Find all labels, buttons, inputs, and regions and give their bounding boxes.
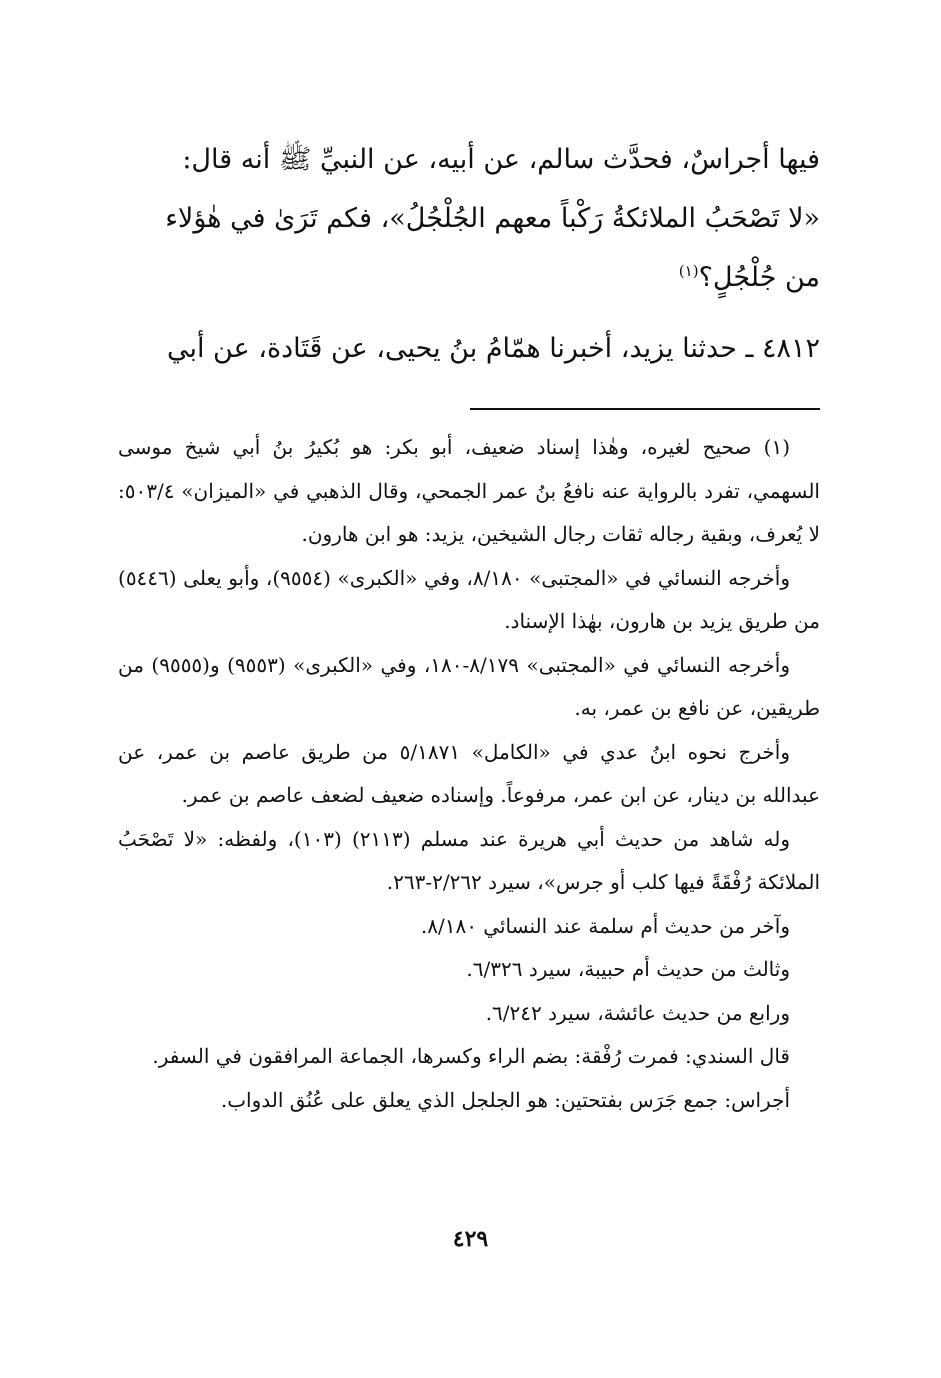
footnote-para-3: وأخرجه النسائي في «المجتبى» ٨/١٧٩-١٨٠، وفي «الكبرى» (٩٥٥٣) و(٩٥٥٥) من طريقين، عن نافع بن عمر، به.	[118, 652, 820, 720]
footnote-para-10: أجراس: جمع جَرَس بفتحتين: هو الجلجل الذي يعلق على عُنُق الدواب.	[220, 1087, 790, 1112]
page-body	[118, 130, 820, 1122]
main-line-3	[118, 248, 820, 307]
main-line-2: «لا تَصْحَبُ الملائكةُ رَكْباً معهم الجُلْجُلُ»، فكم تَرَىٰ في هٰؤلاء	[165, 203, 820, 234]
main-line-3-text: من جُلْجُلٍ؟	[698, 262, 820, 293]
footnote-divider	[470, 408, 820, 410]
footnotes	[118, 426, 820, 1122]
footnote-para-9: قال السندي: فمرت رُفْقة: بضم الراء وكسرها، الجماعة المرافقون في السفر.	[152, 1044, 790, 1068]
footnote-para-6: وآخر من حديث أم سلمة عند النسائي ٨/١٨٠.	[420, 913, 790, 938]
footnote-para-5: وله شاهد من حديث أبي هريرة عند مسلم (٢١١٣) (١٠٣)، ولفظه: «لا تَصْحَبُ الملائكة رُفْقَةً فيها كلب أو جرس»، سيرد ٢/٢٦٢-٢٦٣.	[118, 826, 820, 894]
footnote-ref[interactable]: (١)	[678, 262, 699, 280]
footnote-para-2: وأخرجه النسائي في «المجتبى» ٨/١٨٠، وفي «الكبرى» (٩٥٥٤)، وأبو يعلى (٥٤٤٦) من طريق يزيد بن هارون، بهٰذا الإسناد.	[118, 565, 820, 633]
footnote-para-4: وأخرج نحوه ابنُ عدي في «الكامل» ٥/١٨٧١ من طريق عاصم بن عمر، عن عبدالله بن دينار، عن ابن عمر، مرفوعاً. وإسناده ضعيف لضعف عاصم بن عمر.	[118, 739, 820, 807]
page-number: ٤٢٩	[452, 1226, 489, 1252]
hadith-4812: ٤٨١٢ ـ حدثنا يزيد، أخبرنا همّامُ بنُ يحيى، عن قَتَادة، عن أبي	[166, 333, 820, 364]
footnote-1: (١) صحيح لغيره، وهٰذا إسناد ضعيف، أبو بكر: هو بُكيرُ بنُ أبي شيخ موسى السهمي، تفرد بالرواية عنه نافعُ بنُ عمر الجمحي، وقال الذهبي في «الميزان» ٥٠٣/٤: لا يُعرف، وبقية رجاله ثقات رجال الشيخين، يزيد: هو ابن هارون.	[118, 435, 820, 546]
main-text	[118, 130, 820, 378]
footnote-para-8: ورابع من حديث عائشة، سيرد ٦/٢٤٢.	[485, 1000, 790, 1025]
footnote-para-7: وثالث من حديث أم حبيبة، سيرد ٦/٣٢٦.	[466, 957, 790, 981]
main-line-1: فيها أجراسٌ، فحدَّث سالم، عن أبيه، عن النبيِّ ﷺ أنه قال:	[182, 144, 820, 175]
